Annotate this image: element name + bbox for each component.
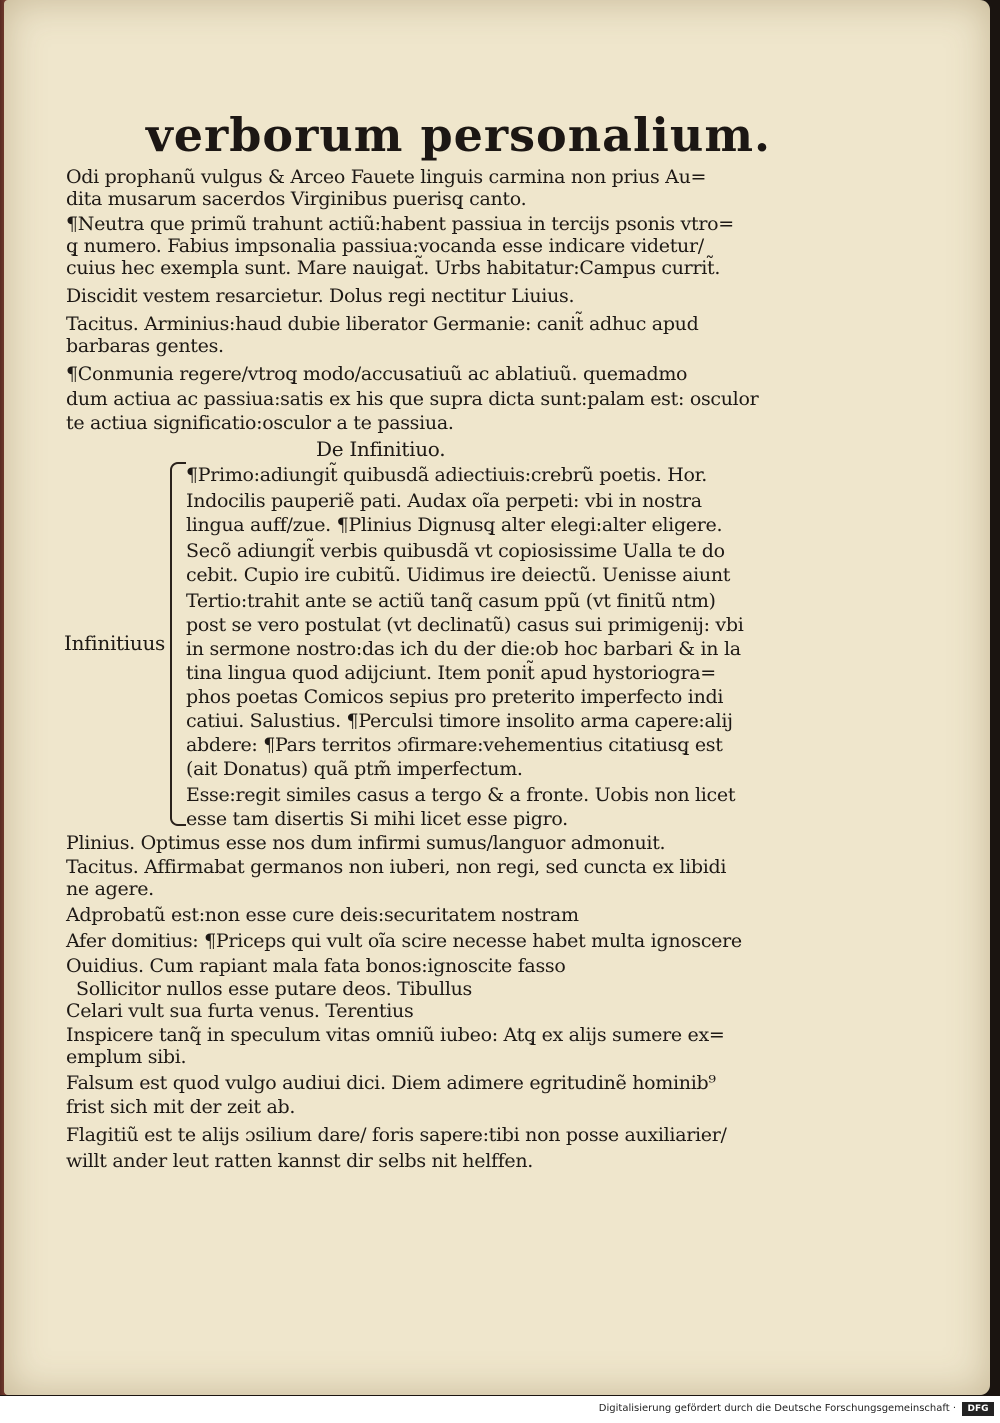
text-line: Celari vult sua furta venus. Terentius (66, 1000, 414, 1022)
footer-credit: Digitalisierung gefördert durch die Deutsche Forschungsgemeinschaft · (598, 1403, 956, 1414)
text-line: q̧ numero. Fabius impsonalia passiua:vocanda esse indicare videtur/ (66, 235, 704, 257)
footer-bar (0, 1396, 1000, 1423)
text-line: Tertio:trahit ante se actiũ tanq̃ casum ppũ (vt finitũ ntm) (186, 590, 716, 612)
text-line: abdere: ¶Pars territos ɔfirmare:vehementius citatiusq̧ est (186, 734, 723, 756)
text-line: Tacitus. Affirmabat germanos non iuberi, non regi, sed cuncta ex libidi (66, 856, 727, 878)
text-line: ¶Neutra que primũ trahunt actiũ:habent passiua in tercijs psonis vtro= (66, 213, 734, 235)
text-line: Tacitus. Arminius:haud dubie liberator Germanie: canit̃ adhuc apud (66, 313, 699, 335)
text-line: lingua auff/zue. ¶Plinius Dignusq̧ alter elegi:alter eligere. (186, 514, 723, 536)
text-line: Sollicitor nullos esse putare deos. Tibullus (76, 978, 472, 1000)
dfg-logo: DFG (962, 1402, 994, 1416)
text-line: willt ander leut ratten kannst dir selbs nit helffen. (66, 1150, 534, 1172)
text-line: cebit. Cupio ire cubitũ. Uidimus ire deiectũ. Uenisse aiunt (186, 564, 731, 586)
page-title: verborum personalium. (146, 108, 772, 162)
text-line: barbaras gentes. (66, 335, 224, 357)
text-line: Afer domitius: ¶Priceps qui vult oĩa scire necesse habet multa ignoscere (66, 930, 742, 952)
text-line: frist sich mit der zeit ab. (66, 1096, 296, 1118)
text-line: phos poetas Comicos sepius pro preterito imperfecto indi (186, 686, 724, 708)
text-line: dita musarum sacerdos Virginibus puerisq̧ canto. (66, 188, 527, 210)
text-line: Flagitiũ est te alijs ɔsilium dare/ foris sapere:tibi non posse auxiliarier/ (66, 1124, 727, 1146)
text-line: in sermone nostro:das ich du der die:ob hoc barbari & in la (186, 638, 741, 660)
text-line: tina lingua quod adijciunt. Item ponit̃ apud hystoriogra= (186, 662, 716, 684)
text-line: Odi prophanũ vulgus & Arceo Fauete linguis carmina non prius Au= (66, 166, 707, 188)
text-line: ¶Primo:adiungit̃ quibusdã adiectiuis:crebrũ poetis. Hor. (186, 464, 708, 486)
text-line: dum actiua ac passiua:satis ex his que supra dicta sunt:palam est: osculor (66, 388, 759, 410)
text-line: Ouidius. Cum rapiant mala fata bonos:ignoscite fasso (66, 955, 566, 977)
text-line: emplum sibi. (66, 1046, 187, 1068)
text-line: post se vero postulat (vt declinatũ) casus sui primigenij: vbi (186, 614, 744, 636)
text-line: esse tam disertis Si mihi licet esse pigro. (186, 808, 568, 830)
brace (170, 462, 186, 826)
text-line: Indocilis pauperiẽ pati. Audax oĩa perpeti: vbi in nostra (186, 490, 702, 512)
text-line: Inspicere tanq̃ in speculum vitas omniũ iubeo: Atq̧ ex alijs sumere ex= (66, 1024, 725, 1046)
text-line: Falsum est quod vulgo audiui dici. Diem adimere egritudinẽ hominib⁹ (66, 1072, 716, 1094)
margin-note: Infinitiuus (64, 631, 166, 655)
text-line: Esse:regit similes casus a tergo & a fronte. Uobis non licet (186, 784, 736, 806)
text-line: ne agere. (66, 878, 154, 900)
text-line: Secõ adiungit̃ verbis quibusdã vt copiosissime Ualla te do (186, 540, 725, 562)
text-line: Plinius. Optimus esse nos dum infirmi sumus/languor admonuit. (66, 832, 666, 854)
text-line: te actiua significatio:osculor a te passiua. (66, 412, 454, 434)
text-line: cuius hec exempla sunt. Mare nauigat̃. Urbs habitatur:Campus currit̃. (66, 257, 721, 279)
section-heading: De Infinitiuo. (316, 437, 446, 461)
text-line: (ait Donatus) quã ptm̃ imperfectum. (186, 758, 523, 780)
text-line: catiui. Salustius. ¶Perculsi timore insolito arma capere:alij (186, 710, 733, 732)
text-line: Adprobatũ est:non esse cure deis:securitatem nostram (66, 904, 579, 926)
text-line: Discidit vestem resarcietur. Dolus regi nectitur Liuius. (66, 285, 575, 307)
text-line: ¶Conmunia regere/vtroq̧ modo/accusatiuũ ac ablatiuũ. quemadmo (66, 363, 688, 385)
